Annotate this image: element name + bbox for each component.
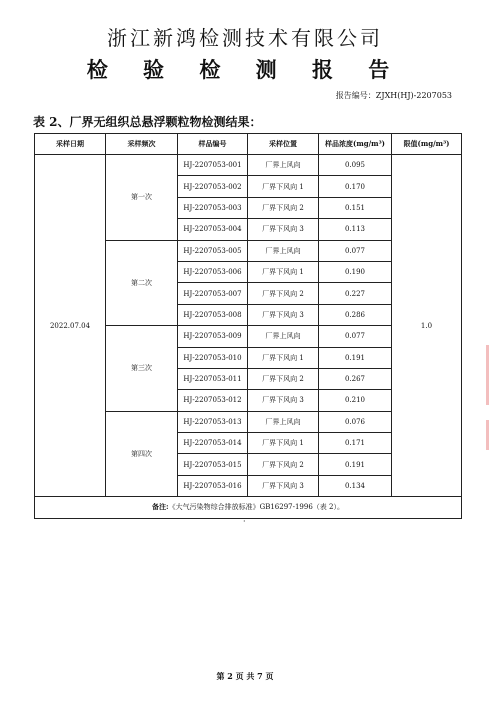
- sampling-date-cell: 2022.07.04: [35, 155, 106, 497]
- sample-id-cell: HJ-2207053-011: [178, 368, 248, 389]
- concentration-cell: 0.134: [319, 475, 392, 496]
- concentration-cell: 0.171: [319, 433, 392, 454]
- col-header-frequency: 采样频次: [106, 134, 178, 155]
- concentration-cell: 0.077: [319, 240, 392, 261]
- location-cell: 厂界下风向 2: [248, 368, 319, 389]
- concentration-cell: 0.190: [319, 261, 392, 282]
- location-cell: 厂界下风向 2: [248, 454, 319, 475]
- col-header-location: 采样位置: [248, 134, 319, 155]
- concentration-cell: 0.077: [319, 326, 392, 347]
- sample-id-cell: HJ-2207053-009: [178, 326, 248, 347]
- location-cell: 厂界下风向 3: [248, 219, 319, 240]
- sample-id-cell: HJ-2207053-007: [178, 283, 248, 304]
- note-text: 《大气污染物综合排放标准》GB16297-1996（表 2）。: [168, 503, 344, 512]
- col-header-limit: 限值(mg/m³): [392, 134, 462, 155]
- concentration-cell: 0.286: [319, 304, 392, 325]
- table-body: [35, 155, 462, 497]
- sample-id-cell: HJ-2207053-001: [178, 155, 248, 176]
- col-header-date: 采样日期: [35, 134, 106, 155]
- concentration-cell: 0.170: [319, 176, 392, 197]
- table-heading: 表 2、厂界无组织总悬浮颗粒物检测结果：: [33, 115, 262, 129]
- seal-edge-mark: [486, 345, 489, 405]
- note-label: 备注:: [152, 502, 169, 512]
- sample-id-cell: HJ-2207053-016: [178, 475, 248, 496]
- location-cell: 厂界上风向: [248, 411, 319, 432]
- location-cell: 厂界上风向: [248, 326, 319, 347]
- report-number-value: ZJXH(HJ)-2207053: [375, 91, 452, 100]
- sample-id-cell: HJ-2207053-015: [178, 454, 248, 475]
- page-number: 第 2 页 共 7 页: [216, 671, 274, 681]
- location-cell: 厂界下风向 3: [248, 304, 319, 325]
- limit-value-cell: 1.0: [392, 155, 462, 497]
- location-cell: 厂界下风向 3: [248, 475, 319, 496]
- sample-id-cell: HJ-2207053-010: [178, 347, 248, 368]
- location-cell: 厂界上风向: [248, 240, 319, 261]
- concentration-cell: 0.095: [319, 155, 392, 176]
- sample-id-cell: HJ-2207053-014: [178, 433, 248, 454]
- col-header-concentration: 样品浓度(mg/m³): [319, 134, 392, 155]
- location-cell: 厂界下风向 1: [248, 347, 319, 368]
- center-dot: ·: [243, 517, 246, 526]
- frequency-cell: 第四次: [106, 411, 178, 497]
- report-title: 检 验 检 测 报 告: [86, 57, 404, 82]
- location-cell: 厂界上风向: [248, 155, 319, 176]
- location-cell: 厂界下风向 2: [248, 197, 319, 218]
- note-cell: [35, 497, 462, 518]
- concentration-cell: 0.191: [319, 347, 392, 368]
- sample-id-cell: HJ-2207053-012: [178, 390, 248, 411]
- frequency-cell: 第三次: [106, 326, 178, 412]
- location-cell: 厂界下风向 1: [248, 433, 319, 454]
- concentration-cell: 0.191: [319, 454, 392, 475]
- concentration-cell: 0.267: [319, 368, 392, 389]
- concentration-cell: 0.151: [319, 197, 392, 218]
- concentration-cell: 0.113: [319, 219, 392, 240]
- seal-edge-mark: [486, 420, 489, 450]
- concentration-cell: 0.227: [319, 283, 392, 304]
- location-cell: 厂界下风向 1: [248, 261, 319, 282]
- sample-id-cell: HJ-2207053-006: [178, 261, 248, 282]
- concentration-cell: 0.076: [319, 411, 392, 432]
- note-row: [35, 497, 462, 518]
- report-number: [336, 90, 452, 101]
- frequency-cell: 第二次: [106, 240, 178, 326]
- report-number-label: 报告编号：: [335, 91, 376, 100]
- company-name: 浙江新鸿检测技术有限公司: [107, 26, 383, 50]
- sample-id-cell: HJ-2207053-003: [178, 197, 248, 218]
- col-header-sample-id: 样品编号: [178, 134, 248, 155]
- location-cell: 厂界下风向 2: [248, 283, 319, 304]
- sample-id-cell: HJ-2207053-004: [178, 219, 248, 240]
- table-header-row: [35, 134, 462, 155]
- results-table: [34, 133, 462, 519]
- location-cell: 厂界下风向 1: [248, 176, 319, 197]
- sample-id-cell: HJ-2207053-013: [178, 411, 248, 432]
- frequency-cell: 第一次: [106, 155, 178, 241]
- sample-id-cell: HJ-2207053-002: [178, 176, 248, 197]
- location-cell: 厂界下风向 3: [248, 390, 319, 411]
- sample-id-cell: HJ-2207053-008: [178, 304, 248, 325]
- sample-id-cell: HJ-2207053-005: [178, 240, 248, 261]
- table-row: [35, 155, 462, 176]
- concentration-cell: 0.210: [319, 390, 392, 411]
